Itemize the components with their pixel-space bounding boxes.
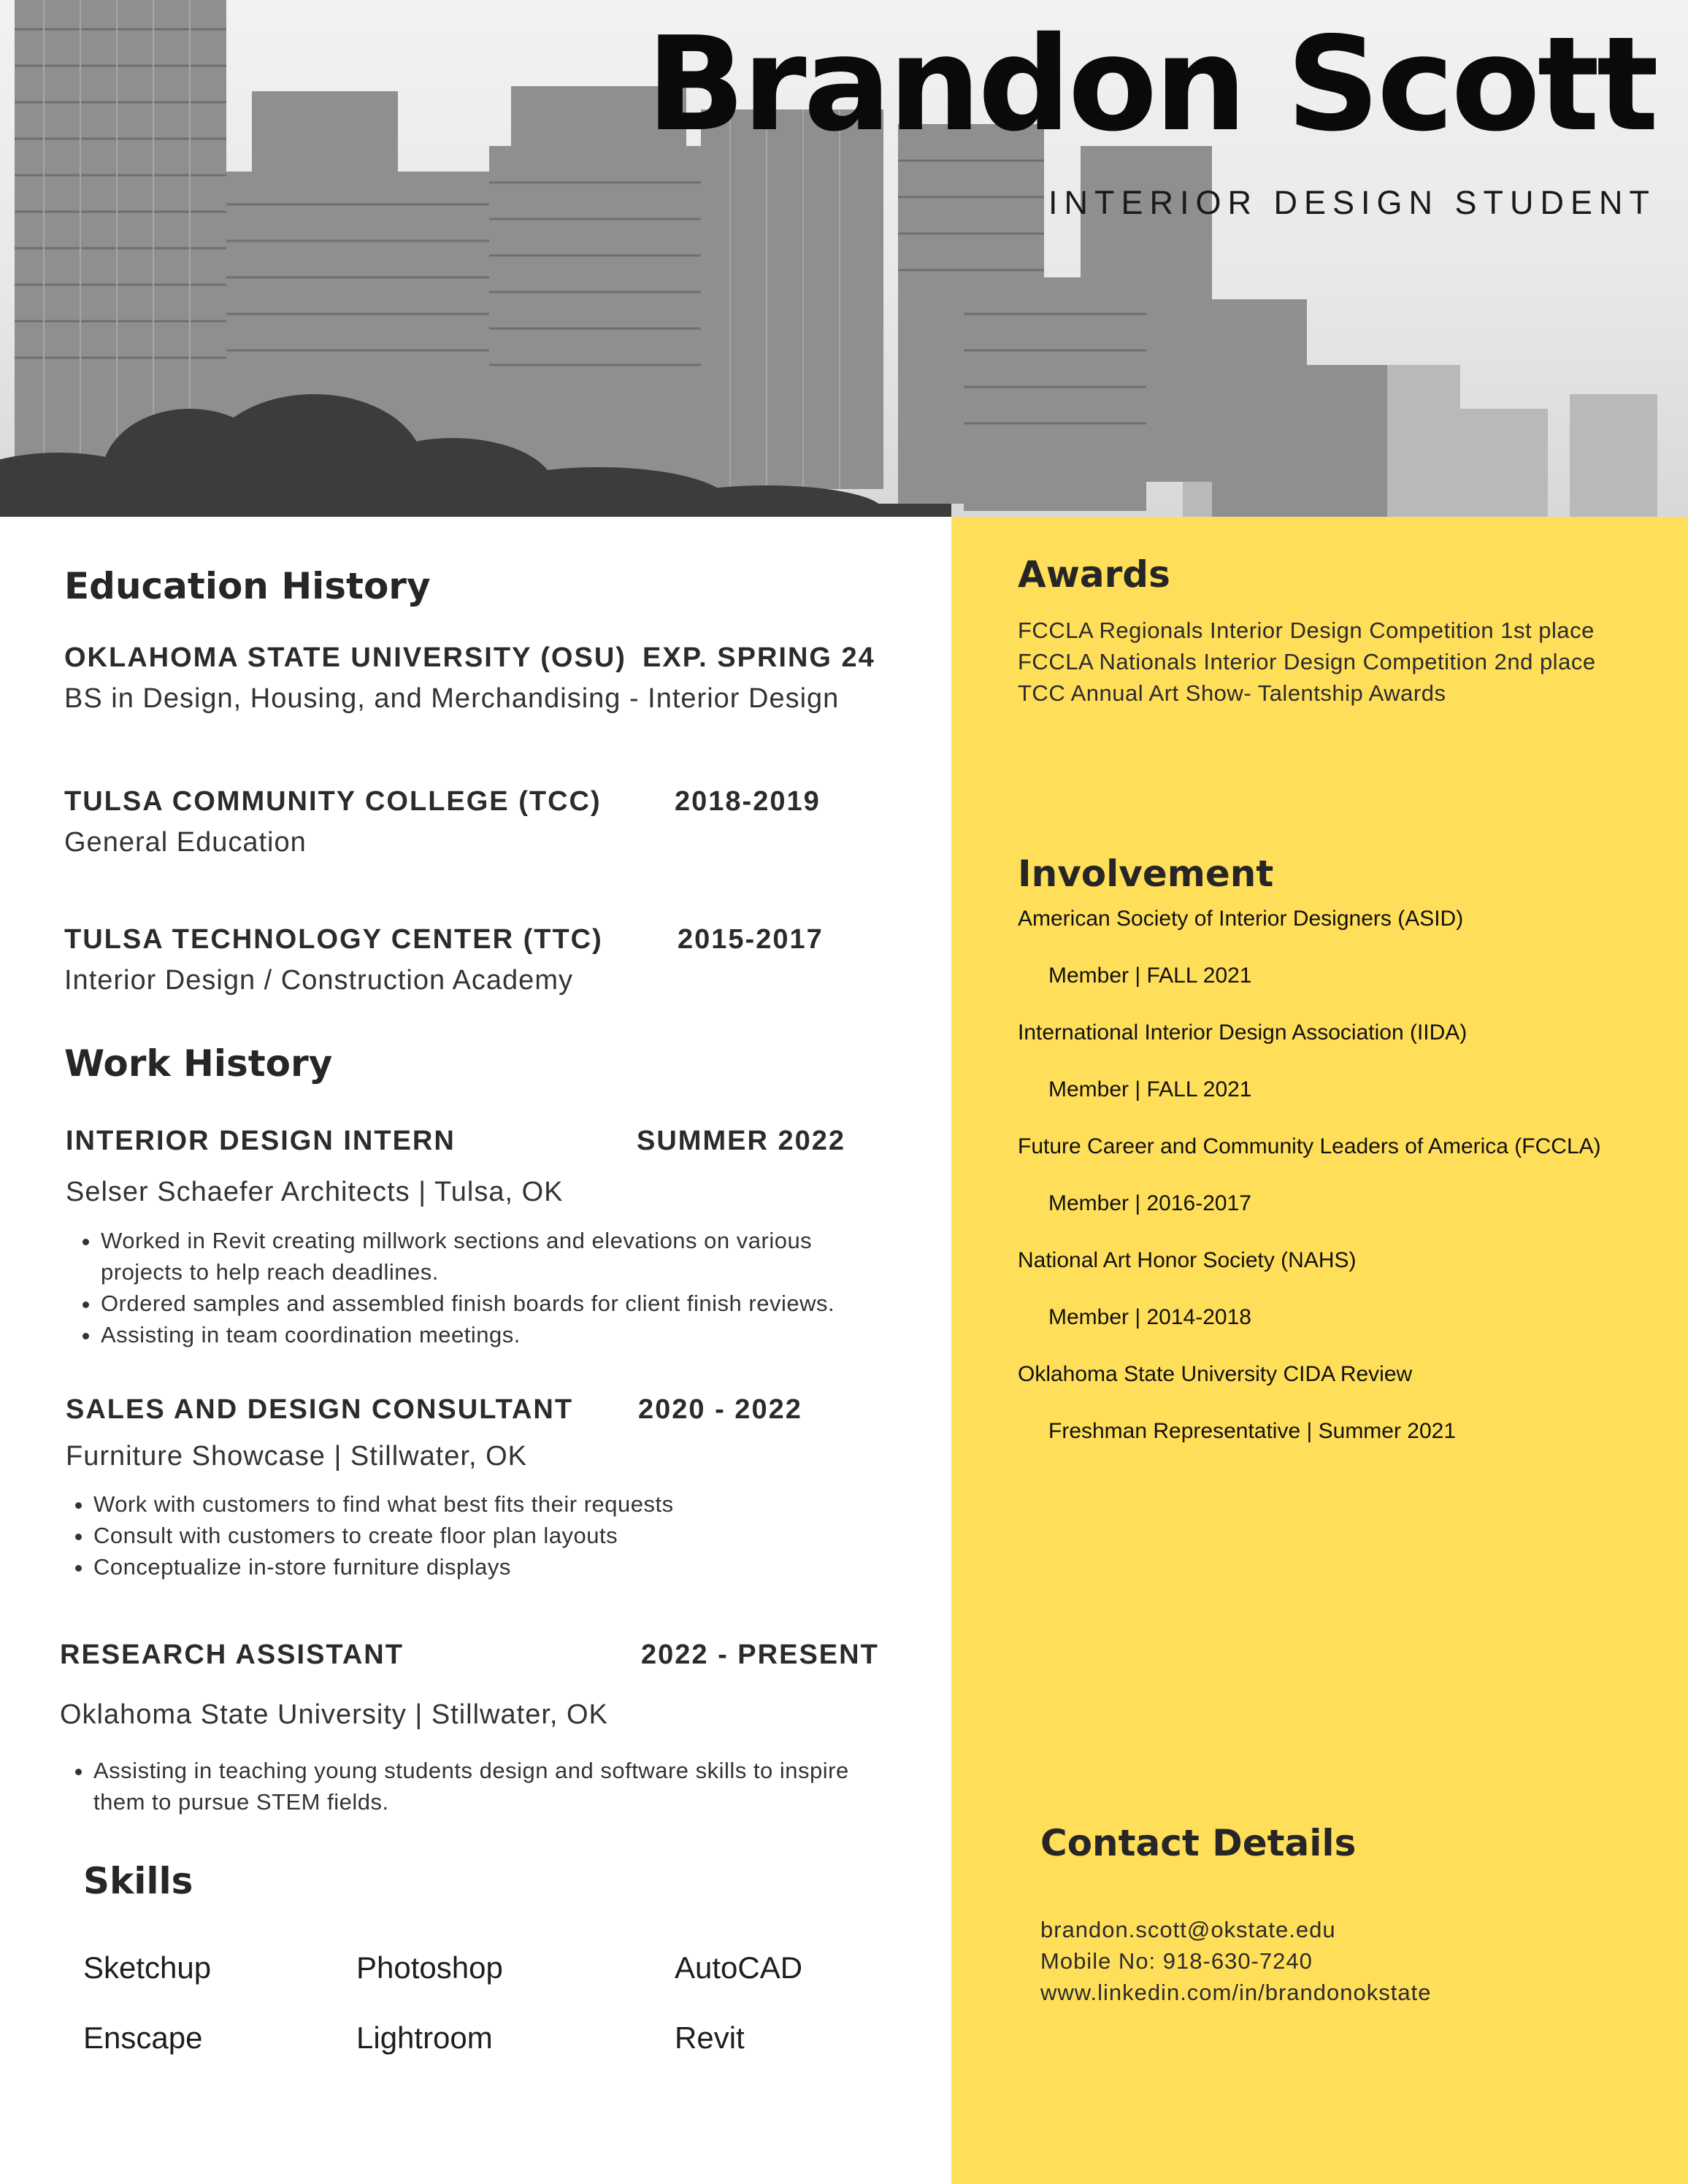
involvement-org: Future Career and Community Leaders of America (FCCLA)	[1018, 1134, 1601, 1158]
contact-linkedin[interactable]: www.linkedin.com/in/brandonokstate	[1040, 1980, 1432, 2005]
involvement-role: Member | FALL 2021	[1048, 1077, 1252, 1101]
header-photo-banner	[0, 0, 1688, 517]
skill-item: Sketchup	[83, 1950, 212, 1985]
involvement-org: International Interior Design Association (IIDA)	[1018, 1020, 1468, 1045]
skill-item: Photoshop	[356, 1950, 503, 1985]
involvement-heading: Involvement	[1018, 853, 1274, 895]
edu-date: 2018-2019	[675, 786, 821, 817]
job-date: SUMMER 2022	[637, 1126, 845, 1156]
skill-item: Revit	[675, 2020, 745, 2055]
involvement-role: Member | 2016-2017	[1048, 1191, 1251, 1215]
edu-date: 2015-2017	[678, 924, 824, 955]
job-employer: Furniture Showcase | Stillwater, OK	[66, 1441, 527, 1472]
job-title: INTERIOR DESIGN INTERN	[66, 1126, 456, 1156]
award-item: FCCLA Regionals Interior Design Competition 1st place	[1018, 618, 1595, 643]
job-date: 2020 - 2022	[638, 1394, 802, 1425]
job-duties	[57, 1755, 897, 1818]
edu-institution: TULSA TECHNOLOGY CENTER (TTC)	[64, 924, 603, 955]
contact-heading: Contact Details	[1040, 1822, 1357, 1864]
involvement-role: Freshman Representative | Summer 2021	[1048, 1419, 1457, 1443]
job-duty: • Assisting in team coordination meetings.	[101, 1319, 889, 1350]
awards-list	[1018, 615, 1602, 709]
involvement-role: Member | FALL 2021	[1048, 964, 1252, 988]
job-employer: Selser Schaefer Architects | Tulsa, OK	[66, 1177, 564, 1207]
candidate-title: INTERIOR DESIGN STUDENT	[1048, 184, 1656, 221]
skills-heading: Skills	[83, 1860, 193, 1902]
edu-degree: Interior Design / Construction Academy	[64, 965, 573, 996]
skill-item: Lightroom	[356, 2020, 493, 2055]
edu-degree: BS in Design, Housing, and Merchandising - Interior Design	[64, 683, 840, 714]
involvement-org: National Art Honor Society (NAHS)	[1018, 1248, 1357, 1272]
job-duty: • Worked in Revit creating millwork sections and elevations on various projects to help reach deadlines.	[101, 1225, 889, 1288]
job-duties	[64, 1225, 889, 1350]
work-heading: Work History	[64, 1042, 333, 1085]
award-item: TCC Annual Art Show- Talentship Awards	[1018, 680, 1446, 706]
edu-degree: General Education	[64, 827, 307, 858]
job-duties	[57, 1488, 882, 1583]
award-item: FCCLA Nationals Interior Design Competition 2nd place	[1018, 649, 1596, 674]
candidate-name: Brandon Scott	[646, 9, 1656, 160]
contact-email[interactable]: brandon.scott@okstate.edu	[1040, 1917, 1336, 1942]
skill-item: AutoCAD	[675, 1950, 803, 1985]
job-duty: • Consult with customers to create floor plan layouts	[93, 1520, 882, 1551]
job-duty: • Assisting in teaching young students design and software skills to inspire them to pursue STEM fields.	[93, 1755, 897, 1818]
involvement-role: Member | 2014-2018	[1048, 1305, 1251, 1329]
edu-date: EXP. SPRING 24	[642, 642, 875, 673]
job-date: 2022 - PRESENT	[641, 1639, 879, 1670]
involvement-org: Oklahoma State University CIDA Review	[1018, 1362, 1413, 1386]
edu-institution: OKLAHOMA STATE UNIVERSITY (OSU)	[64, 642, 626, 673]
job-title: SALES AND DESIGN CONSULTANT	[66, 1394, 574, 1425]
job-employer: Oklahoma State University | Stillwater, OK	[60, 1699, 608, 1730]
involvement-org: American Society of Interior Designers (ASID)	[1018, 907, 1464, 931]
job-title: RESEARCH ASSISTANT	[60, 1639, 404, 1670]
education-heading: Education History	[64, 565, 431, 607]
skill-item: Enscape	[83, 2020, 203, 2055]
edu-institution: TULSA COMMUNITY COLLEGE (TCC)	[64, 786, 602, 817]
job-duty: • Work with customers to find what best fits their requests	[93, 1488, 882, 1520]
awards-heading: Awards	[1018, 553, 1170, 596]
job-duty: • Conceptualize in-store furniture displays	[93, 1551, 882, 1583]
job-duty: • Ordered samples and assembled finish boards for client finish reviews.	[101, 1288, 889, 1319]
contact-phone[interactable]: Mobile No: 918-630-7240	[1040, 1948, 1313, 1974]
